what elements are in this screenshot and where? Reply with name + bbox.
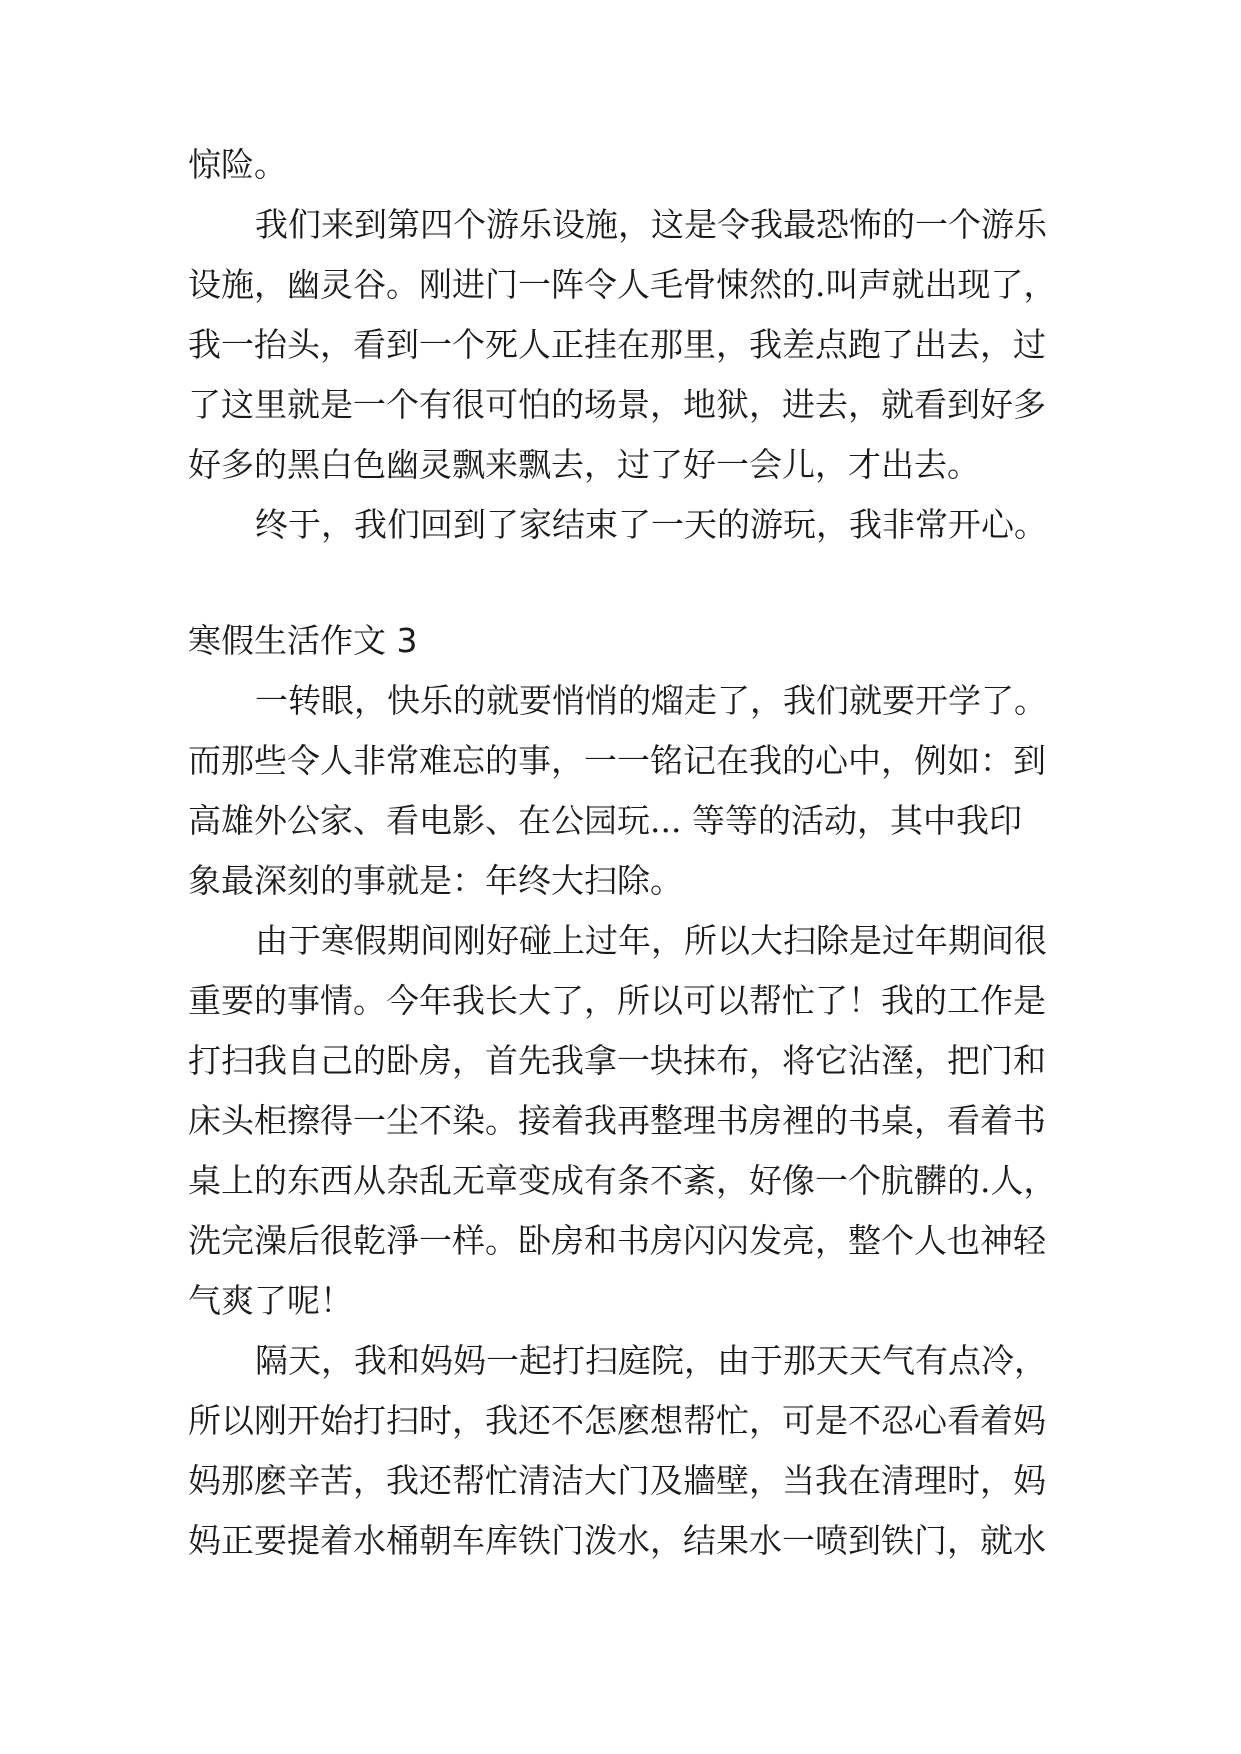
section-heading: 寒假生活作文 3 bbox=[188, 621, 418, 660]
text-line: 我们来到第四个游乐设施，这是令我最恐怖的一个游乐 bbox=[255, 205, 1047, 244]
text-line: 终于，我们回到了家结束了一天的游玩，我非常开心。 bbox=[255, 505, 1047, 544]
text-line: 妈那麽辛苦，我还帮忙清洁大门及牆壁，当我在清理时，妈 bbox=[188, 1461, 1046, 1500]
text-line: 而那些令人非常难忘的事，一一铭记在我的心中，例如：到 bbox=[188, 741, 1046, 780]
text-line: 桌上的东西从杂乱无章变成有条不紊，好像一个肮髒的.人， bbox=[188, 1161, 1057, 1200]
text-line: 洗完澡后很乾淨一样。卧房和书房闪闪发亮，整个人也神轻 bbox=[188, 1221, 1046, 1260]
text-line: 妈正要提着水桶朝车库铁门泼水，结果水一喷到铁门，就水 bbox=[188, 1521, 1046, 1560]
text-line: 设施，幽灵谷。刚进门一阵令人毛骨悚然的.叫声就出现了， bbox=[188, 265, 1057, 304]
text-line: 重要的事情。今年我长大了，所以可以帮忙了！我的工作是 bbox=[188, 981, 1046, 1020]
text-line: 惊险。 bbox=[188, 145, 287, 184]
text-line: 高雄外公家、看电影、在公园玩... 等等的活动，其中我印 bbox=[188, 801, 1022, 840]
text-line: 气爽了呢！ bbox=[188, 1281, 353, 1320]
text-line: 所以刚开始打扫时，我还不怎麽想帮忙，可是不忍心看着妈 bbox=[188, 1401, 1046, 1440]
text-line: 我一抬头，看到一个死人正挂在那里，我差点跑了出去，过 bbox=[188, 325, 1046, 364]
text-line: 好多的黑白色幽灵飘来飘去，过了好一会儿，才出去。 bbox=[188, 445, 980, 484]
text-line: 隔天，我和妈妈一起打扫庭院，由于那天天气有点冷， bbox=[255, 1341, 1047, 1380]
text-line: 床头柜擦得一尘不染。接着我再整理书房裡的书桌，看着书 bbox=[188, 1101, 1046, 1140]
text-line: 打扫我自己的卧房，首先我拿一块抹布，将它沾溼，把门和 bbox=[188, 1041, 1046, 1080]
text-line: 了这里就是一个有很可怕的场景，地狱，进去，就看到好多 bbox=[188, 385, 1046, 424]
text-line: 象最深刻的事就是：年终大扫除。 bbox=[188, 861, 683, 900]
text-line: 由于寒假期间刚好碰上过年，所以大扫除是过年期间很 bbox=[255, 921, 1047, 960]
text-line: 一转眼，快乐的就要悄悄的熘走了，我们就要开学了。 bbox=[255, 681, 1047, 720]
